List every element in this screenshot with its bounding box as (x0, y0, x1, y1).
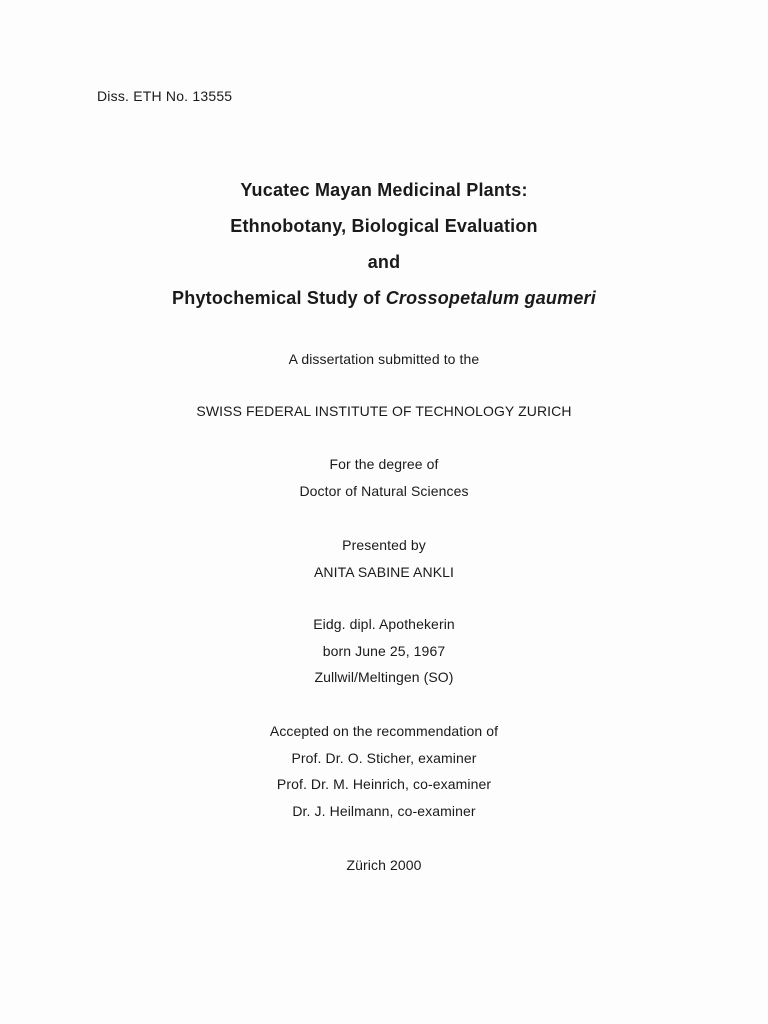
dissertation-title (0, 172, 768, 316)
title-line-2: Ethnobotany, Biological Evaluation (230, 216, 538, 236)
title-line-3: and (367, 252, 401, 272)
co-examiner-2: Dr. J. Heilmann, co-examiner (292, 803, 476, 819)
place-and-year: Zürich 2000 (346, 857, 422, 873)
title-line-4-prefix: Phytochemical Study of (172, 288, 386, 308)
presented-by-label: Presented by (342, 537, 426, 553)
submission-statement: A dissertation submitted to the (288, 351, 480, 367)
co-examiner-1: Prof. Dr. M. Heinrich, co-examiner (276, 776, 492, 792)
title-line-4 (0, 280, 768, 316)
author-birthdate: born June 25, 1967 (322, 643, 446, 659)
title-line-1: Yucatec Mayan Medicinal Plants: (240, 180, 528, 200)
examiner: Prof. Dr. O. Sticher, examiner (291, 750, 477, 766)
dissertation-number: Diss. ETH No. 13555 (97, 88, 233, 104)
degree-intro: For the degree of (329, 456, 439, 472)
committee-intro: Accepted on the recommendation of (269, 723, 499, 739)
author-qualification: Eidg. dipl. Apothekerin (313, 616, 455, 632)
author-name: ANITA SABINE ANKLI (313, 564, 455, 580)
author-origin: Zullwil/Meltingen (SO) (314, 669, 454, 685)
species-name: Crossopetalum gaumeri (385, 288, 596, 308)
degree-name: Doctor of Natural Sciences (299, 483, 469, 499)
institution-name: SWISS FEDERAL INSTITUTE OF TECHNOLOGY ZURICH (196, 403, 572, 419)
